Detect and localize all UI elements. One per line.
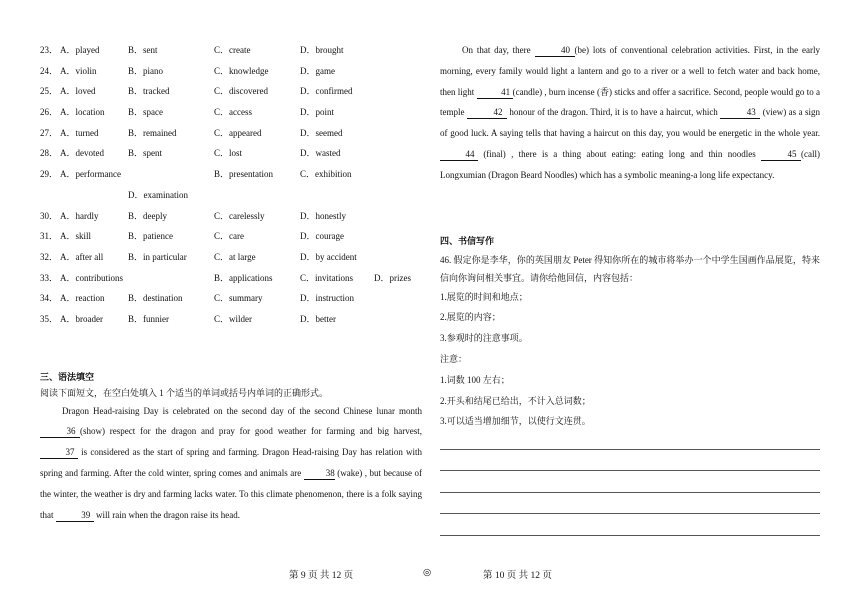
option-a[interactable]: A．performance (60, 169, 121, 180)
option-c[interactable]: C．discovered (214, 86, 268, 97)
question-number: 31． (40, 231, 59, 242)
section4-title: 四、书信写作 (440, 236, 495, 247)
writing-note: 2.开头和结尾已给出，不计入总词数； (440, 395, 591, 406)
question-number: 32． (40, 251, 59, 262)
option-d[interactable]: D．brought (300, 45, 344, 55)
question-number: 35． (40, 313, 59, 324)
left-column (40, 40, 422, 525)
writing-note: 3.可以适当增加细节，以使行文连贯。 (440, 416, 591, 427)
option-c[interactable]: C．at large (214, 251, 256, 262)
blank-40[interactable]: 40 (535, 44, 575, 57)
question-number: 25． (40, 86, 59, 97)
option-c[interactable]: C．lost (214, 148, 243, 159)
notes-title: 注意： (440, 353, 468, 364)
option-c[interactable]: C．care (214, 231, 244, 242)
page-number-left: 第 9 页 共 12 页 (289, 571, 354, 581)
question-row (40, 247, 422, 268)
option-d[interactable]: D．confirmed (300, 86, 353, 97)
question-row (40, 164, 422, 185)
writing-points (440, 287, 820, 349)
question-row (40, 268, 422, 289)
question-number: 27． (40, 127, 59, 138)
option-b[interactable]: B．patience (128, 231, 173, 242)
option-d[interactable]: D．wasted (300, 148, 341, 159)
question-number: 23． (40, 45, 59, 55)
option-c[interactable]: C．knowledge (214, 65, 269, 76)
question-row (40, 40, 422, 61)
question-row (40, 143, 422, 164)
question-row (40, 226, 422, 247)
writing-line[interactable] (440, 514, 820, 536)
option-b[interactable]: B．spent (128, 148, 163, 159)
option-c[interactable]: C．carelessly (214, 210, 265, 221)
option-d[interactable]: D．instruction (300, 293, 354, 304)
blank-39[interactable]: 39 (56, 509, 94, 522)
option-a[interactable]: A．turned (60, 127, 99, 138)
option-a[interactable]: A．contributions (60, 272, 123, 283)
blank-45[interactable]: 45 (761, 148, 801, 161)
option-c[interactable]: C．create (214, 45, 251, 55)
options-list (40, 40, 422, 330)
blank-37[interactable]: 37 (40, 446, 78, 459)
question-number: 34． (40, 293, 59, 304)
right-column (440, 40, 820, 536)
center-mark: ◎ (423, 568, 432, 578)
writing-point: 1.展览的时间和地点； (440, 291, 528, 302)
writing-note: 1.词数 100 左右； (440, 374, 510, 385)
question-row (40, 81, 422, 102)
writing-point: 3.参观时的注意事项。 (440, 333, 528, 344)
option-b[interactable]: B．space (128, 107, 163, 118)
option-c[interactable]: B．presentation (214, 169, 273, 180)
option-a[interactable]: A．hardly (60, 210, 99, 221)
question-number: 29． (40, 169, 59, 180)
option-c[interactable]: C．summary (214, 293, 263, 304)
option-d[interactable]: D．better (300, 313, 336, 324)
option-b[interactable]: D．examination (128, 189, 188, 200)
option-c[interactable]: C．appeared (214, 127, 262, 138)
option-d[interactable]: D．courage (300, 231, 344, 242)
writing-line[interactable] (440, 471, 820, 493)
question-number: 24． (40, 65, 59, 76)
section4-prompt: 46. 假定你是李华，你的英国朋友 Peter 得知你所在的城市将举办一个中学生国画作品展览，特来信向你询问相关事宜。请你给他回信，内容包括： (440, 254, 820, 283)
blank-43[interactable]: 43 (720, 106, 760, 119)
option-b[interactable]: B．destination (128, 293, 183, 304)
question-number: 28． (40, 148, 59, 159)
option-c[interactable]: B．applications (214, 272, 273, 283)
section3-passage: Dragon Head-raising Day is celebrated on the second day of the second Chinese lunar month 36 (show) respect for the dragon and pray for good weather for farming and big harvest, 37 is considered as the start of spring and farming. Dragon Head-raising Day has relation with spring and farming. After the cold winter, spring comes and animals are 38 (wake) , but because of the winter, the weather is dry and farming lacks water. To this climate phenomenon, there is a folk saying that 39 will rain when the dragon raise its head. (40, 405, 422, 520)
option-c[interactable]: C．wilder (214, 313, 252, 324)
option-b[interactable]: B．sent (128, 45, 158, 55)
question-row (40, 61, 422, 82)
option-b[interactable]: B．remained (128, 127, 177, 138)
option-a[interactable]: A．broader (60, 313, 103, 324)
option-d[interactable]: D．point (300, 107, 335, 118)
writing-line[interactable] (440, 450, 820, 472)
option-e[interactable]: D．prizes (374, 272, 411, 283)
blank-36[interactable]: 36 (40, 425, 80, 438)
option-a[interactable]: A．after all (60, 251, 104, 262)
option-a[interactable]: A．violin (60, 65, 97, 76)
blank-42[interactable]: 42 (467, 106, 507, 119)
option-b[interactable]: B．piano (128, 65, 163, 76)
writing-line[interactable] (440, 493, 820, 515)
option-b[interactable]: B．in particular (128, 251, 187, 262)
page-number-right: 第 10 页 共 12 页 (483, 571, 552, 581)
option-b[interactable]: B．deeply (128, 210, 167, 221)
question-row (40, 309, 422, 330)
option-d[interactable]: C．exhibition (300, 169, 352, 180)
option-a[interactable]: A．reaction (60, 293, 105, 304)
question-row (40, 206, 422, 227)
writing-area[interactable] (440, 428, 820, 536)
question-number: 26． (40, 107, 59, 118)
writing-point: 2.展览的内容； (440, 312, 501, 323)
option-c[interactable]: C．access (214, 107, 252, 118)
question-row (40, 123, 422, 144)
option-d[interactable]: C．invitations (300, 272, 354, 283)
blank-38[interactable]: 38 (304, 467, 335, 480)
writing-notes (440, 370, 820, 432)
option-a[interactable]: A．devoted (60, 148, 104, 159)
question-row (40, 288, 422, 309)
question-number: 30． (40, 210, 59, 221)
option-d[interactable]: D．seemed (300, 127, 343, 138)
right-passage: On that day, there 40 (be) lots of conventional celebration activities. First, in the early morning, every family would light a lantern and go to a river or a well to fetch water and back home, then light 41 (candle) , burn incense (香) sticks and offer a sacrifice. Second, people would go to a temple 42 honour of the dragon. Third, it is to have a haircut, which 43 (view) as a sign of good luck. A saying tells that having a haircut on this day, you would be energetic in the whole year. 44 (final) , there is a thing about eating: eating long and thin noodles 45 (call) Longxumian (Dragon Beard Noodles) which has a symbolic meaning-a long life expectancy. (440, 45, 821, 180)
blank-41[interactable]: 41 (477, 86, 513, 99)
option-b[interactable]: B．funnier (128, 313, 169, 324)
section3-title: 三、语法填空 (40, 372, 95, 383)
option-d[interactable]: D．game (300, 65, 335, 76)
question-row (40, 102, 422, 123)
option-a[interactable]: A．played (60, 45, 100, 55)
question-number: 33． (40, 272, 59, 283)
option-a[interactable]: A．loved (60, 86, 96, 97)
question-row (40, 185, 422, 206)
blank-44[interactable]: 44 (440, 148, 478, 161)
option-a[interactable]: A．skill (60, 231, 92, 242)
option-d[interactable]: D．by accident (300, 251, 357, 262)
section3-instruction: 阅读下面短文，在空白处填入 1 个适当的单词或括号内单词的正确形式。 (40, 387, 329, 398)
option-b[interactable]: B．tracked (128, 86, 170, 97)
option-a[interactable]: A．location (60, 107, 105, 118)
option-d[interactable]: D．honestly (300, 210, 346, 221)
